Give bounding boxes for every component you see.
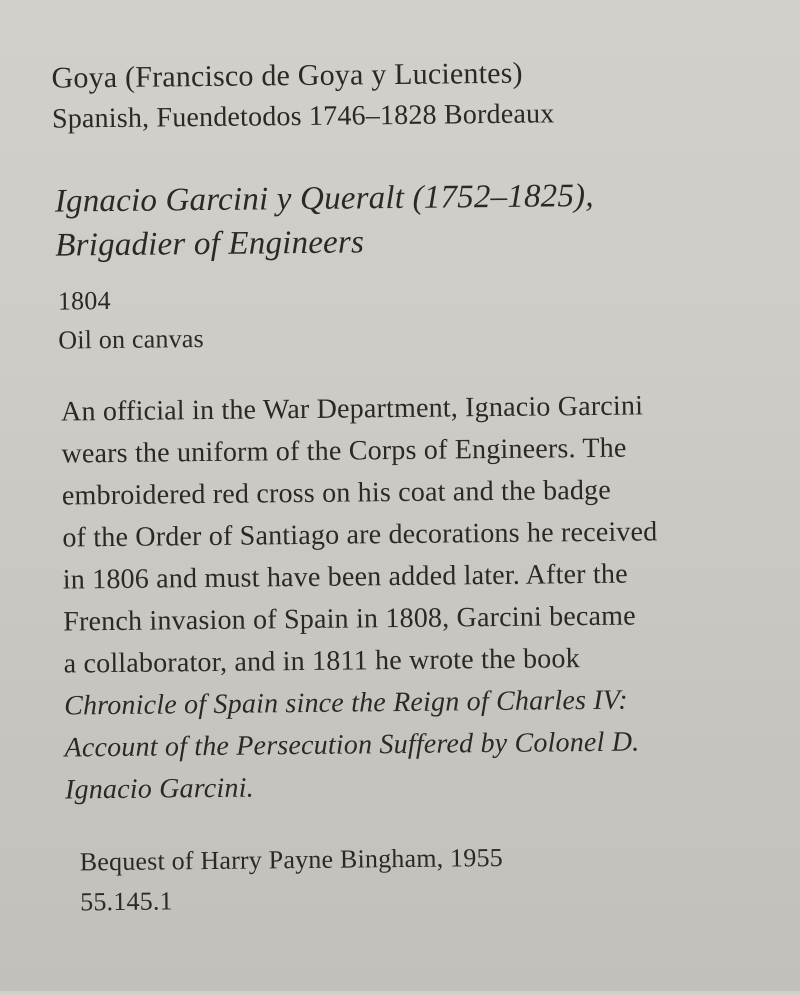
accession-number: 55.145.1 [80,886,173,917]
credit-line: Bequest of Harry Payne Bingham, 1955 [79,842,504,877]
description-line: a collaborator, and in 1811 he wrote the book [63,643,580,680]
description-line: French invasion of Spain in 1808, Garcini became [63,600,636,638]
artist-name: Goya (Francisco de Goya y Lucientes) [51,56,523,95]
artwork-title-line-1: Ignacio Garcini y Queralt (1752–1825), [54,177,594,220]
artwork-title-line-2: Brigadier of Engineers [55,224,365,264]
description-line: wears the uniform of the Corps of Engineers. The [61,432,627,470]
artwork-year: 1804 [57,286,111,316]
description-line: embroidered red cross on his coat and the badge [61,474,612,512]
book-title-line: Chronicle of Spain since the Reign of Charles IV: [63,684,629,722]
description-line: in 1806 and must have been added later. After the [62,558,628,596]
book-title-line: Ignacio Garcini. [64,772,254,806]
description-line: of the Order of Santiago are decorations he received [62,516,658,554]
description-paragraph [61,385,660,811]
artist-bio: Spanish, Fuendetodos 1746–1828 Bordeaux [51,98,555,135]
artwork-medium: Oil on canvas [58,324,205,355]
description-line: An official in the War Department, Ignacio Garcini [60,390,644,428]
book-title-line: Account of the Persecution Suffered by Colonel D. [64,726,640,764]
